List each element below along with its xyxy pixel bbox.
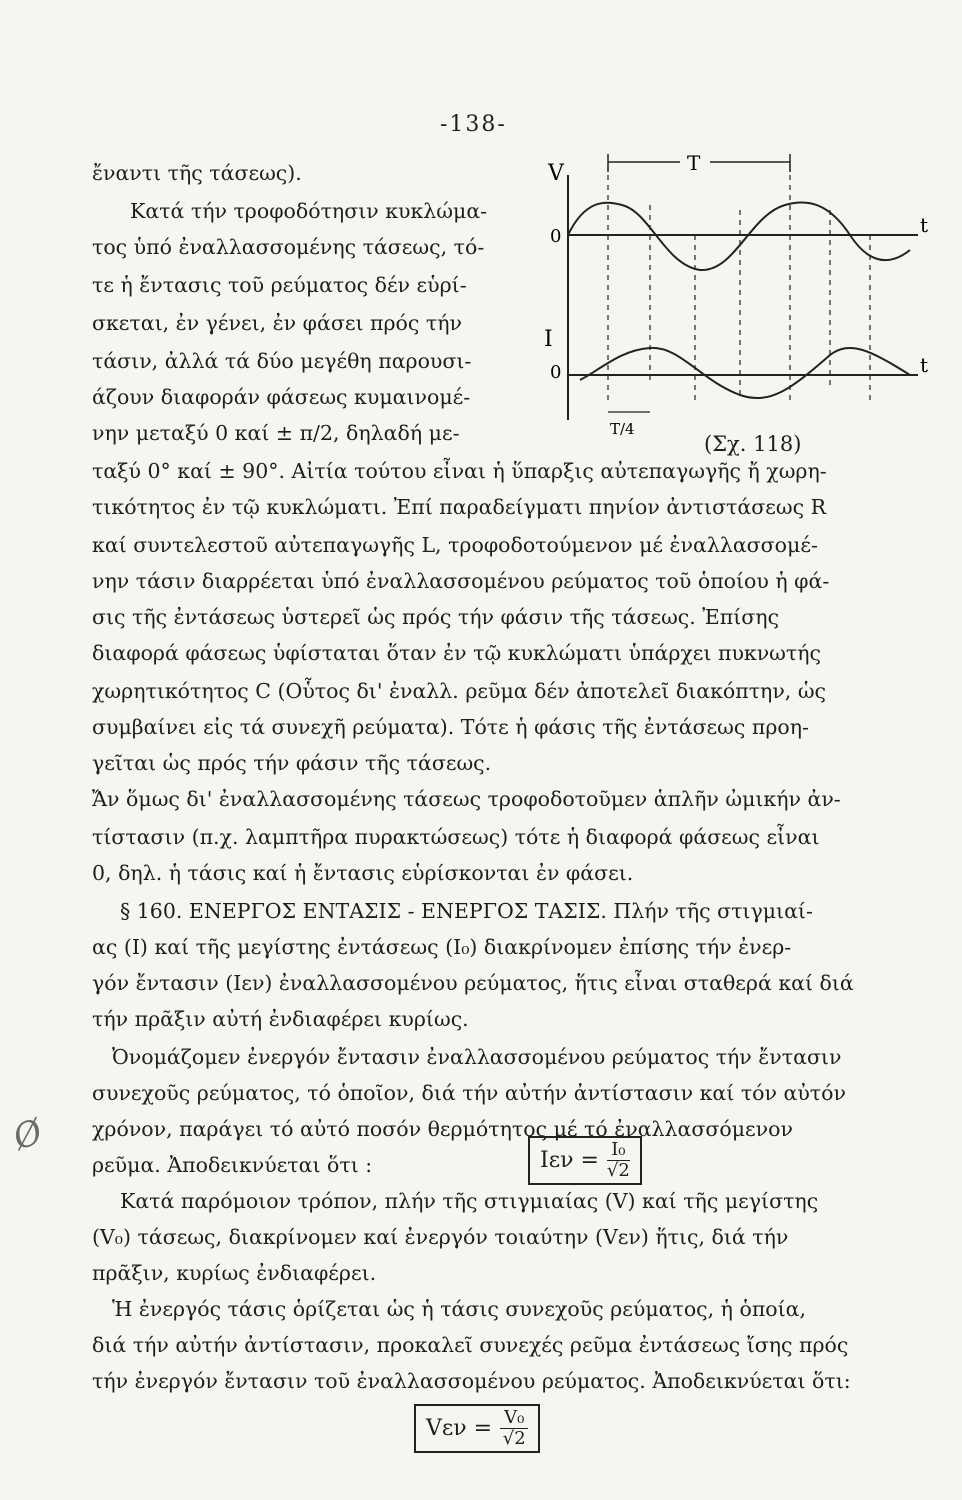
formula2-lhs: Vεν = bbox=[426, 1416, 493, 1441]
text-line: νην μεταξύ 0 καί ± π/2, δηλαδή με- bbox=[92, 421, 460, 445]
text-line: συμβαίνει εἰς τά συνεχῆ ρεύματα). Τότε ἡ φάσις τῆς ἐντάσεως προη- bbox=[92, 715, 809, 739]
text-line: Ἡ ἐνεργός τάσις ὁρίζεται ὡς ἡ τάσις συνεχοῦς ρεύματος, ἡ ὁποία, bbox=[112, 1297, 807, 1321]
text-line: ἔναντι τῆς τάσεως). bbox=[92, 161, 302, 185]
figure-caption: (Σχ. 118) bbox=[704, 432, 802, 456]
text-line: ρεῦμα. Ἀποδεικνύεται ὅτι : bbox=[92, 1153, 373, 1177]
text-line: Ἄν ὅμως δι' ἐναλλασσομένης τάσεως τροφοδοτοῦμεν ἁπλῆν ὠμικήν ἀν- bbox=[92, 787, 841, 811]
formula2-fraction bbox=[500, 1408, 528, 1449]
text-line: τήν πρᾶξιν αὐτή ἐνδιαφέρει κυρίως. bbox=[92, 1007, 469, 1031]
label-zero-bottom: 0 bbox=[550, 362, 562, 383]
text-line: γόν ἔντασιν (Iεν) ἐναλλασσομένου ρεύματος, ἥτις εἶναι σταθερά καί διά bbox=[92, 971, 854, 995]
text-line: (V₀) τάσεως, διακρίνομεν καί ἐνεργόν τοιαύτην (Vεν) ἥτις, διά τήν bbox=[92, 1225, 789, 1249]
text-line: καί συντελεστοῦ αὐτεπαγωγῆς L, τροφοδοτούμενον μέ ἐναλλασσομέ- bbox=[92, 533, 818, 557]
label-v: V bbox=[548, 161, 564, 186]
formula1-denominator: √2 bbox=[606, 1160, 630, 1181]
page-number: -138- bbox=[440, 112, 507, 137]
formula2-denominator: √2 bbox=[502, 1428, 526, 1449]
label-quarter-period: T/4 bbox=[610, 420, 635, 438]
text-line: 0, δηλ. ἡ τάσις καί ἡ ἔντασις εὑρίσκονται ἐν φάσει. bbox=[92, 861, 634, 885]
formula2-numerator: V₀ bbox=[500, 1408, 528, 1429]
text-line: Κατά παρόμοιον τρόπον, πλήν τῆς στιγμιαίας (V) καί τῆς μεγίστης bbox=[120, 1189, 819, 1213]
text-line: άζουν διαφοράν φάσεως κυμαινομέ- bbox=[92, 385, 471, 409]
label-zero-top: 0 bbox=[550, 226, 562, 247]
text-line: διαφορά φάσεως ὑφίσταται ὅταν ἐν τῷ κυκλώματι ὑπάρχει πυκνωτής bbox=[92, 641, 822, 665]
formula-effective-current bbox=[528, 1136, 642, 1185]
margin-annotation: Ø bbox=[8, 1111, 48, 1159]
formula1-fraction bbox=[607, 1140, 630, 1181]
voltage-wave bbox=[568, 203, 910, 271]
text-line: σις τῆς ἐντάσεως ὑστερεῖ ὡς πρός τήν φάσιν τῆς τάσεως. Ἐπίσης bbox=[92, 605, 780, 629]
text-line: Ὀνομάζομεν ἐνεργόν ἔντασιν ἐναλλασσομένου ρεύματος τήν ἔντασιν bbox=[112, 1045, 842, 1069]
text-line: τε ἡ ἔντασις τοῦ ρεύματος δέν εὑρί- bbox=[92, 273, 467, 297]
text-line: σκεται, ἐν γένει, ἐν φάσει πρός τήν bbox=[92, 311, 462, 335]
text-line: τίστασιν (π.χ. λαμπτῆρα πυρακτώσεως) τότε ἡ διαφορά φάσεως εἶναι bbox=[92, 825, 820, 849]
text-line: γεῖται ὡς πρός τήν φάσιν τῆς τάσεως. bbox=[92, 751, 492, 775]
text-line: πρᾶξιν, κυρίως ἐνδιαφέρει. bbox=[92, 1261, 377, 1285]
text-line: ταξύ 0° καί ± 90°. Αἰτία τούτου εἶναι ἡ ὕπαρξις αὐτεπαγωγῆς ἤ χωρη- bbox=[92, 459, 827, 483]
formula1-numerator: I₀ bbox=[607, 1140, 629, 1161]
text-line: χρόνον, παράγει τό αὐτό ποσόν θερμότητος μέ τό ἐναλλασσόμενον bbox=[92, 1117, 793, 1141]
text-line: τήν ἐνεργόν ἔντασιν τοῦ ἐναλλασσομένου ρεύματος. Ἀποδεικνύεται ὅτι: bbox=[92, 1369, 851, 1393]
text-line: διά τήν αὐτήν ἀντίστασιν, προκαλεῖ συνεχές ρεῦμα ἐντάσεως ἴσης πρός bbox=[92, 1333, 849, 1357]
text-line: Κατά τήν τροφοδότησιν κυκλώμα- bbox=[130, 199, 488, 223]
text-line: τος ὑπό ἐναλλασσομένης τάσεως, τό- bbox=[92, 235, 485, 259]
text-line: τάσιν, ἀλλά τά δύο μεγέθη παρουσι- bbox=[92, 349, 472, 373]
section-heading: § 160. ΕΝΕΡΓΟΣ ΕΝΤΑΣΙΣ - ΕΝΕΡΓΟΣ ΤΑΣΙΣ. Πλήν τῆς στιγμιαί- bbox=[120, 899, 813, 923]
label-t-top: t bbox=[920, 213, 929, 237]
text-line: νην τάσιν διαρρέεται ὑπό ἐναλλασσομένου ρεύματος τοῦ ὁποίου ἡ φά- bbox=[92, 569, 830, 593]
text-line: συνεχοῦς ρεύματος, τό ὁποῖον, διά τήν αὐτήν ἀντίστασιν καί τόν αὐτόν bbox=[92, 1081, 846, 1105]
formula-effective-voltage bbox=[414, 1404, 540, 1453]
label-period: T bbox=[687, 151, 701, 175]
label-t-bottom: t bbox=[920, 353, 929, 377]
text-line: ας (I) καί τῆς μεγίστης ἐντάσεως (I₀) διακρίνομεν ἐπίσης τήν ἐνερ- bbox=[92, 935, 792, 959]
current-wave bbox=[580, 348, 910, 398]
text-line: τικότητος ἐν τῷ κυκλώματι. Ἐπί παραδείγματι πηνίον ἀντιστάσεως R bbox=[92, 495, 827, 519]
waveform-figure bbox=[540, 150, 935, 460]
formula1-lhs: Iεν = bbox=[540, 1148, 599, 1173]
text-line: χωρητικότητος C (Οὗτος δι' ἐναλλ. ρεῦμα δέν ἀποτελεῖ διακόπτην, ὡς bbox=[92, 679, 827, 703]
label-i: I bbox=[544, 327, 553, 352]
